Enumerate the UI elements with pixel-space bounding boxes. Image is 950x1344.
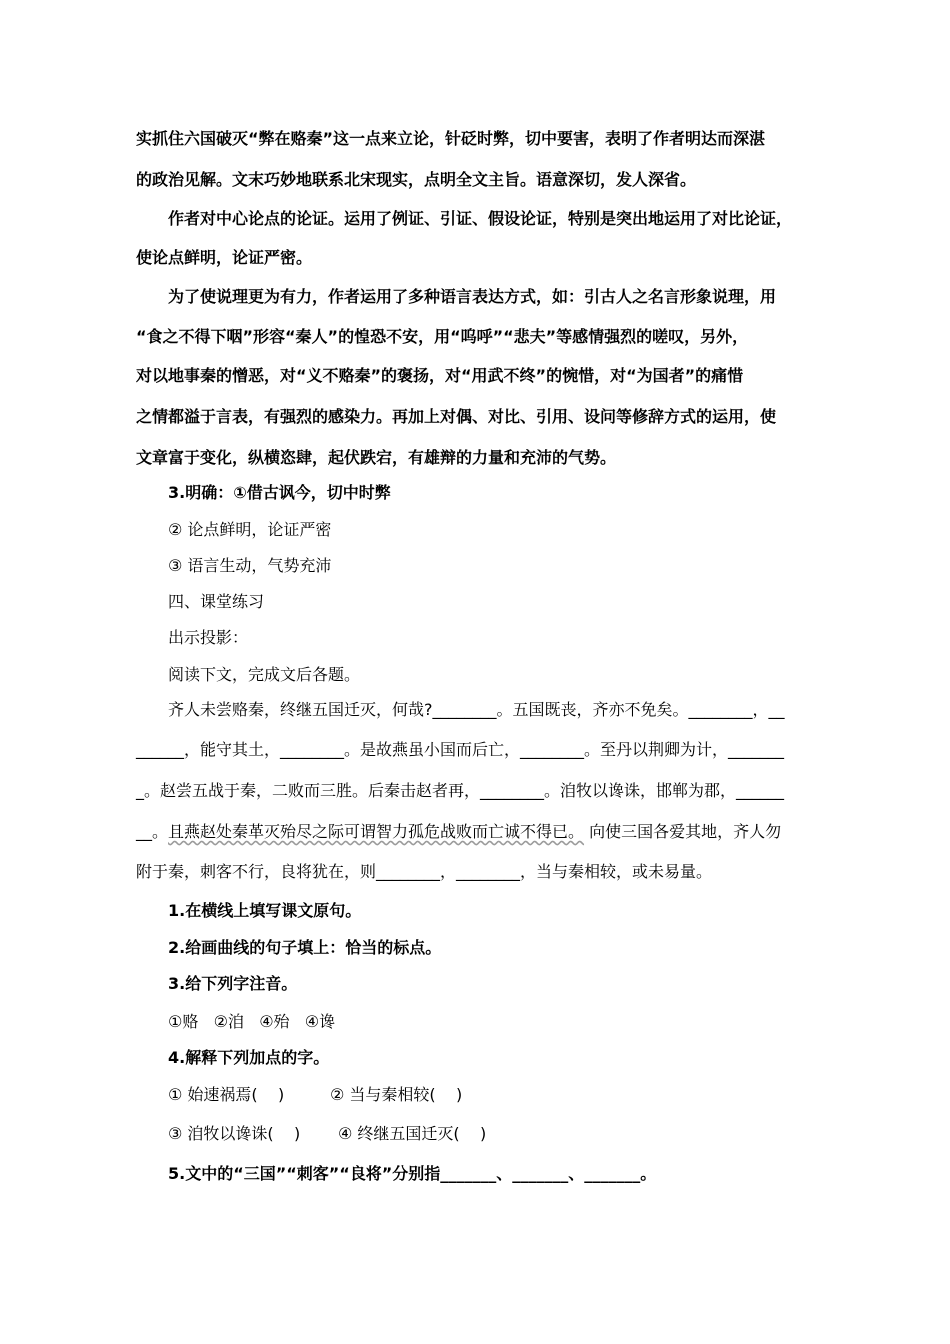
question-subitem: ② 当与秦相较( ) bbox=[330, 1085, 463, 1104]
paragraph-line: 的政治见解。文末巧妙地联系北宋现实，点明全文主旨。语意深切，发人深省。 bbox=[136, 170, 697, 189]
paragraph-line: 之情都溢于言表，有强烈的感染力。再加上对偶、对比、引用、设问等修辞方式的运用，使 bbox=[136, 407, 777, 426]
answer-item: ② 论点鲜明，论证严密 bbox=[168, 520, 332, 539]
section-heading: 四、课堂练习 bbox=[168, 592, 265, 611]
passage-fragment: 向使三国各爱其地，齐人勿 bbox=[589, 822, 782, 841]
instruction-text: 出示投影： bbox=[168, 628, 249, 647]
answer-item: ③ 语言生动，气势充沛 bbox=[168, 556, 332, 575]
question-item: 1.在横线上填写课文原句。 bbox=[168, 901, 362, 920]
passage-line: 齐人未尝赂秦，终继五国迁灭，何哉?________。五国既丧，齐亦不免矣。________，__ bbox=[168, 700, 785, 719]
passage-line bbox=[136, 822, 781, 842]
wavy-underlined-sentence: 且燕赵处秦革灭殆尽之际可谓智力孤危战败而亡诚不得已。 bbox=[168, 822, 585, 841]
paragraph-line: 实抓住六国破灭“弊在赂秦”这一点来立论，针砭时弊，切中要害，表明了作者明达而深湛 bbox=[136, 129, 766, 148]
paragraph-line: 对以地事秦的憎恶，对“义不赂秦”的褒扬，对“用武不终”的惋惜，对“为国者”的痛惜 bbox=[136, 366, 744, 385]
question-subitem: ① 始速祸焉( ) bbox=[168, 1085, 285, 1104]
question-subitem: ④ 终继五国迁灭( ) bbox=[338, 1124, 487, 1143]
passage-line: 附于秦，刺客不行，良将犹在，则________，________，当与秦相较，或未易量。 bbox=[136, 862, 713, 881]
passage-line: ______，能守其土，________。是故燕虽小国而后亡，________。至丹以荆卿为计，_______ bbox=[136, 740, 785, 759]
paragraph-line: 文章富于变化，纵横恣肆，起伏跌宕，有雄辩的力量和充沛的气势。 bbox=[136, 448, 617, 467]
question-options: ①赂 ②洎 ④殆 ④谗 bbox=[168, 1012, 336, 1031]
question-subitem: ③ 洎牧以谗诛( ) bbox=[168, 1124, 301, 1143]
instruction-text: 阅读下文，完成文后各题。 bbox=[168, 665, 361, 684]
question-item: 2.给画曲线的句子填上：恰当的标点。 bbox=[168, 938, 442, 957]
paragraph-line: “食之不得下咽”形容“秦人”的惶恐不安，用“呜呼”“悲夫”等感情强烈的嗟叹，另外， bbox=[136, 327, 749, 346]
passage-fragment: __。 bbox=[136, 822, 169, 841]
question-item: 3.给下列字注音。 bbox=[168, 974, 298, 993]
passage-line: _。赵尝五战于秦，二败而三胜。后秦击赵者再，________。洎牧以谗诛，邯郸为郡，______ bbox=[136, 781, 785, 800]
paragraph-line: 使论点鲜明，论证严密。 bbox=[136, 248, 313, 267]
question-item: 4.解释下列加点的字。 bbox=[168, 1048, 330, 1067]
paragraph-line: 作者对中心论点的论证。运用了例证、引证、假设论证，特别是突出地运用了对比论证， bbox=[168, 209, 793, 228]
paragraph-line: 为了使说理更为有力，作者运用了多种语言表达方式，如：引古人之名言形象说理，用 bbox=[168, 287, 777, 306]
answer-heading: 3.明确：①借古讽今，切中时弊 bbox=[168, 483, 391, 502]
question-item: 5.文中的“三国”“刺客”“良将”分别指_______、_______、_______。 bbox=[168, 1164, 657, 1183]
